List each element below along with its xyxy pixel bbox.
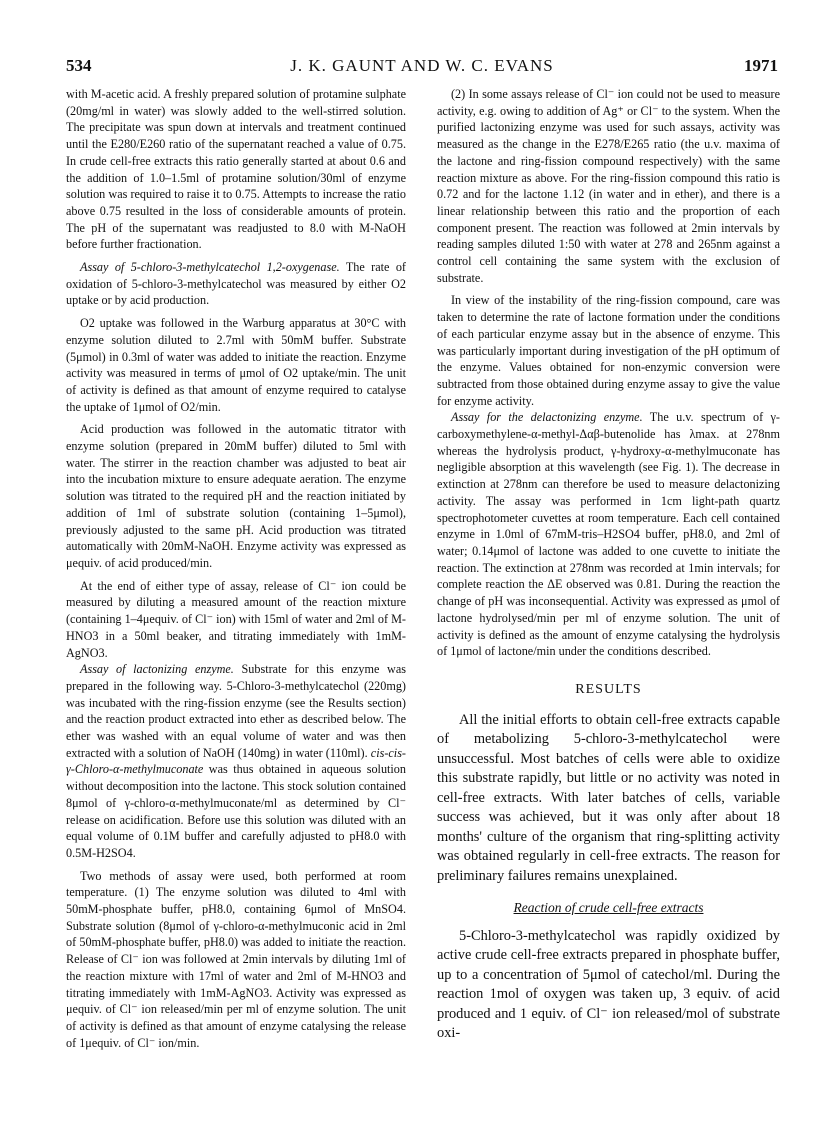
year: 1971 <box>744 56 778 75</box>
paragraph: Acid production was followed in the automatic titrator with enzyme solution (prepared in 20mM buffer) diluted to 5ml with water. The stirrer in the reaction chamber was adjusted to beat air into the incubation mixture to ensure adequate aeration. The enzyme solution was titrated to the required pH and the reaction initiated by addition of 1ml of substrate solution (containing 1–5μmol), previously adjusted to the same pH. Acid production was titrated automatically with 20mM-NaOH. Enzyme activity was expressed as μequiv. of acid produced/min. <box>66 422 406 570</box>
paragraph: Assay for the delactonizing enzyme. The u.v. spectrum of γ-carboxymethylene-α-methyl-Δαβ-butenolide has λmax. at 278nm whereas the hydrolysis product, γ-hydroxy-α-methylmuconate has negligible absorption at this wavelength (see Fig. 1). The decrease in extinction at 278nm can therefore be used to measure delactonizing activity. The assay was performed in 1cm light-path quartz spectrophotometer cuvettes at room temperature. Each cell contained enzyme in 1.0ml of 67mM-tris–H2SO4 buffer, pH8.0, and 2ml of water; 0.14μmol of lactone was added to one cuvette to initiate the reaction. The extinction at 278nm was recorded at 1min intervals; for complete reaction the ΔE observed was 0.81. During the reaction the change of pH was inconsequential. Activity was expressed as μmol of lactone hydrolysed/min per ml of enzyme solution. The unit of activity is defined as the amount of enzyme catalysing the hydrolysis of 1μmol of lactone/min under the conditions described. <box>437 410 780 659</box>
paragraph: 5-Chloro-3-methylcatechol was rapidly oxidized by active crude cell-free extracts prepared in phosphate buffer, up to a concentration of 5μmol of catechol/ml. During the reaction 1mol of oxygen was taken up, 3 equiv. of acid produced and 1 equiv. of Cl⁻ ion released/mol of substrate oxi- <box>437 927 780 1042</box>
right-column <box>437 86 780 1044</box>
paragraph: Two methods of assay were used, both performed at room temperature. (1) The enzyme solution was diluted to 4ml with 50mM-phosphate buffer, pH8.0, containing 6μmol of MnSO4. Substrate solution (8μmol of γ-chloro-α-methylmuconic acid in 2ml of 50mM-phosphate buffer, pH8.0) was added to initiate the reaction. Release of Cl⁻ ion was followed at 2min intervals by diluting 1ml of the reaction mixture with 17ml of water and 2ml of M-HNO3 and titrating immediately with 1mM-AgNO3. Activity was expressed as μequiv. of Cl⁻ ion released/min per ml of enzyme solution. The unit of activity is defined as that amount of enzyme catalysing the release of 1μequiv. of Cl⁻ ion/min. <box>66 868 406 1050</box>
paragraph: Assay of 5-chloro-3-methylcatechol 1,2-oxygenase. The rate of oxidation of 5-chloro-3-methylcatechol was measured by either O2 uptake or by acid production. <box>66 260 406 308</box>
paragraph: O2 uptake was followed in the Warburg apparatus at 30°C with enzyme solution diluted to 2.7ml with 50mM buffer. Substrate (5μmol) in 0.3ml of water was added to initiate the reaction. Enzyme activity was measured in terms of μmol of O2 uptake/min. The unit of activity is defined as that amount of enzyme required to catalyse the uptake of 1μmol of O2/min. <box>66 316 406 414</box>
paragraph: At the end of either type of assay, release of Cl⁻ ion could be measured by diluting a measured amount of the reaction mixture (containing 1–4μequiv. of Cl⁻ ion) with 15ml of water and 2ml of M-HNO3 in a 50ml beaker, and titrating immediately with 1mM-AgNO3. <box>66 578 406 660</box>
subheading: Reaction of crude cell-free extracts <box>513 900 704 916</box>
section-heading: Assay for the delactonizing enzyme. <box>451 410 643 425</box>
paragraph: with M-acetic acid. A freshly prepared solution of protamine sulphate (20mg/ml in water) was slowly added to the well-stirred solution. The precipitate was spun down at intervals and treatment continued until the E280/E260 ratio of the supernatant reached a value of 0.75. In crude cell-free extracts this ratio generally started at about 0.6 and the addition of 1.0–1.5ml of protamine solution/30ml of enzyme solution was required to raise it to 0.75. Attempts to increase the ratio above 0.75 resulted in the loss of considerable amounts of protein. The pH of the supernatant was readjusted to 8.0 with M-NaOH before further fractionation. <box>66 87 406 252</box>
running-header <box>66 56 778 78</box>
paragraph: (2) In some assays release of Cl⁻ ion could not be used to measure activity, e.g. owing to addition of Ag⁺ or Cl⁻ to the system. When the purified lactonizing enzyme was used for such assays, activity was measured as the change in the E278/E265 ratio (the u.v. maxima of the lactone and ring-fission compound respectively) with the same reaction mixture as above. For the ring-fission compound this ratio is 0.72 and for the lactone 1.12 (in water and in ether), and there is a linear relationship between this ratio and the proportion of each component present. The reaction was followed at 2min intervals by reading samples diluted 1:50 with water at 278 and 265nm against a control cell containing the same system with the exclusion of substrate. <box>437 87 780 285</box>
page-number: 534 <box>66 56 92 75</box>
running-title-authors: J. K. GAUNT AND W. C. EVANS <box>290 56 554 75</box>
paragraph: Assay of lactonizing enzyme. Substrate for this enzyme was prepared in the following way. 5-Chloro-3-methylcatechol (220mg) was incubated with the ring-fission enzyme (see the Results section) and the reaction product extracted into ether as described below. The ether was washed with an equal volume of water and was then extracted with a solution of NaOH (140mg) in water (110ml). cis-cis-γ-Chloro-α-methylmuconate was thus obtained in aqueous solution without decomposition into the lactone. This stock solution contained 8μmol of γ-chloro-α-methylmuconate/ml as determined by Cl⁻ release on acidification. Before use this solution was diluted with an equal volume of 0.1M buffer and carefully adjusted to pH8.0 with 0.5M-H2SO4. <box>66 662 406 860</box>
left-column <box>66 86 406 1051</box>
paragraph: In view of the instability of the ring-fission compound, care was taken to determine the rate of lactone formation under the conditions of each particular enzyme assay but in the absence of enzyme. This was particularly important during investigation of the pH optimum of the enzyme. Values obtained for non-enzymic conversion were subtracted from those obtained during enzyme assay to give the value for enzyme activity. <box>437 293 780 408</box>
results-heading: RESULTS <box>575 681 642 697</box>
section-heading: Assay of 5-chloro-3-methylcatechol 1,2-oxygenase. <box>80 260 340 275</box>
paragraph: All the initial efforts to obtain cell-free extracts capable of metabolizing 5-chloro-3-methylcatechol were unsuccessful. Most batches of cells were able to oxidize this substrate rapidly, but little or no activity was noted in cell-free extracts. With later batches of cells, variable success was achieved, but it was only after about 18 months' culture of the organism that ring-splitting activity was obtained regularly in cell-free extracts. The reason for preliminary failures remains unexplained. <box>437 711 780 884</box>
section-heading: Assay of lactonizing enzyme. <box>80 662 234 677</box>
